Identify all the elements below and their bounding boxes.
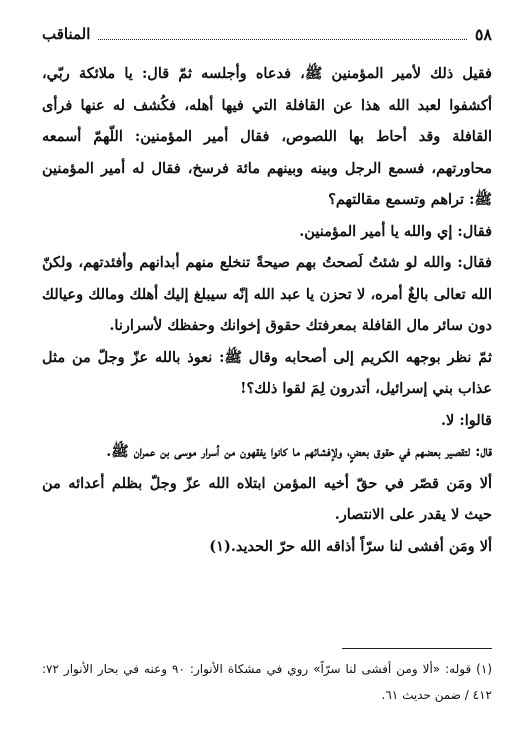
running-title: المناقب [42, 25, 91, 43]
paragraph: ثمّ نظر بوجهه الكريم إلى أصحابه وقال ﷺ: نعوذ بالله عزّ وجلّ من مثل عذاب بني إسرائيل، أتدرون لِمَ لقوا ذلك؟! [42, 348, 492, 397]
footnote: (١) قوله: «ألا ومن أفشى لنا سرّاً» روي في مشكاة الأنوار: ٩٠ وعنه في بحار الأنوار ٧٢: ٤١٢ / ضمن حديث ٦١. [42, 662, 493, 702]
page-number: ٥٨ [474, 24, 492, 44]
paragraph: ألا ومَن قصّر في حقّ أخيه المؤمن ابتلاه الله عزّ وجلّ بظلم أعدائه من حيث لا يقدر على الانتصار. [42, 474, 492, 523]
paragraph: قالوا: لا. [440, 411, 492, 429]
header-dotted-leader [98, 29, 466, 40]
paragraph: فقيل ذلك لأمير المؤمنين ﷺ، فدعاه وأجلسه ثمّ قال: يا ملائكة ربّي، أكشفوا لعبد الله هذا عن القافلة التي فيها أهله، فكُشف له عنها فرأى القافلة وقد أحاط بها اللصوص، فقال أمير المؤمنين: اللّهمّ أسمعه محاورتهم، فسمع الرجل وبينه وبينهم مائة فرسخ، فقال له أمير المؤمنين ﷺ: تراهم وتسمع مقالتهم؟ [42, 65, 492, 208]
page-header [42, 22, 492, 46]
paragraph: ألا ومَن أفشى لنا سرّاً أذاقه الله حرّ الحديد.(١) [209, 537, 492, 555]
paragraph: فقال: إي والله يا أمير المؤمنين. [299, 222, 492, 240]
paragraph: قال: لتقصير بعضهم في حقوق بعضٍ، ولإفشائهم ما كانوا يفقهون من أسرار موسى بن عمران ﷺ. [106, 443, 492, 460]
footnote-divider [342, 648, 492, 649]
main-text [42, 58, 492, 562]
paragraph: فقال: والله لو شئتُ لَصحتُ بهم صيحةً تنخلع منهم أبدانهم وأفئدتهم، ولكنّ الله تعالى بالغٌ أمره، لا تحزن يا عبد الله إنّه سيبلغ إليك أهلك ومالك وعيالك دون سائر مال القافلة بمعرفتك حقوق إخوانك وحفظك لأسرارنا. [42, 254, 492, 334]
